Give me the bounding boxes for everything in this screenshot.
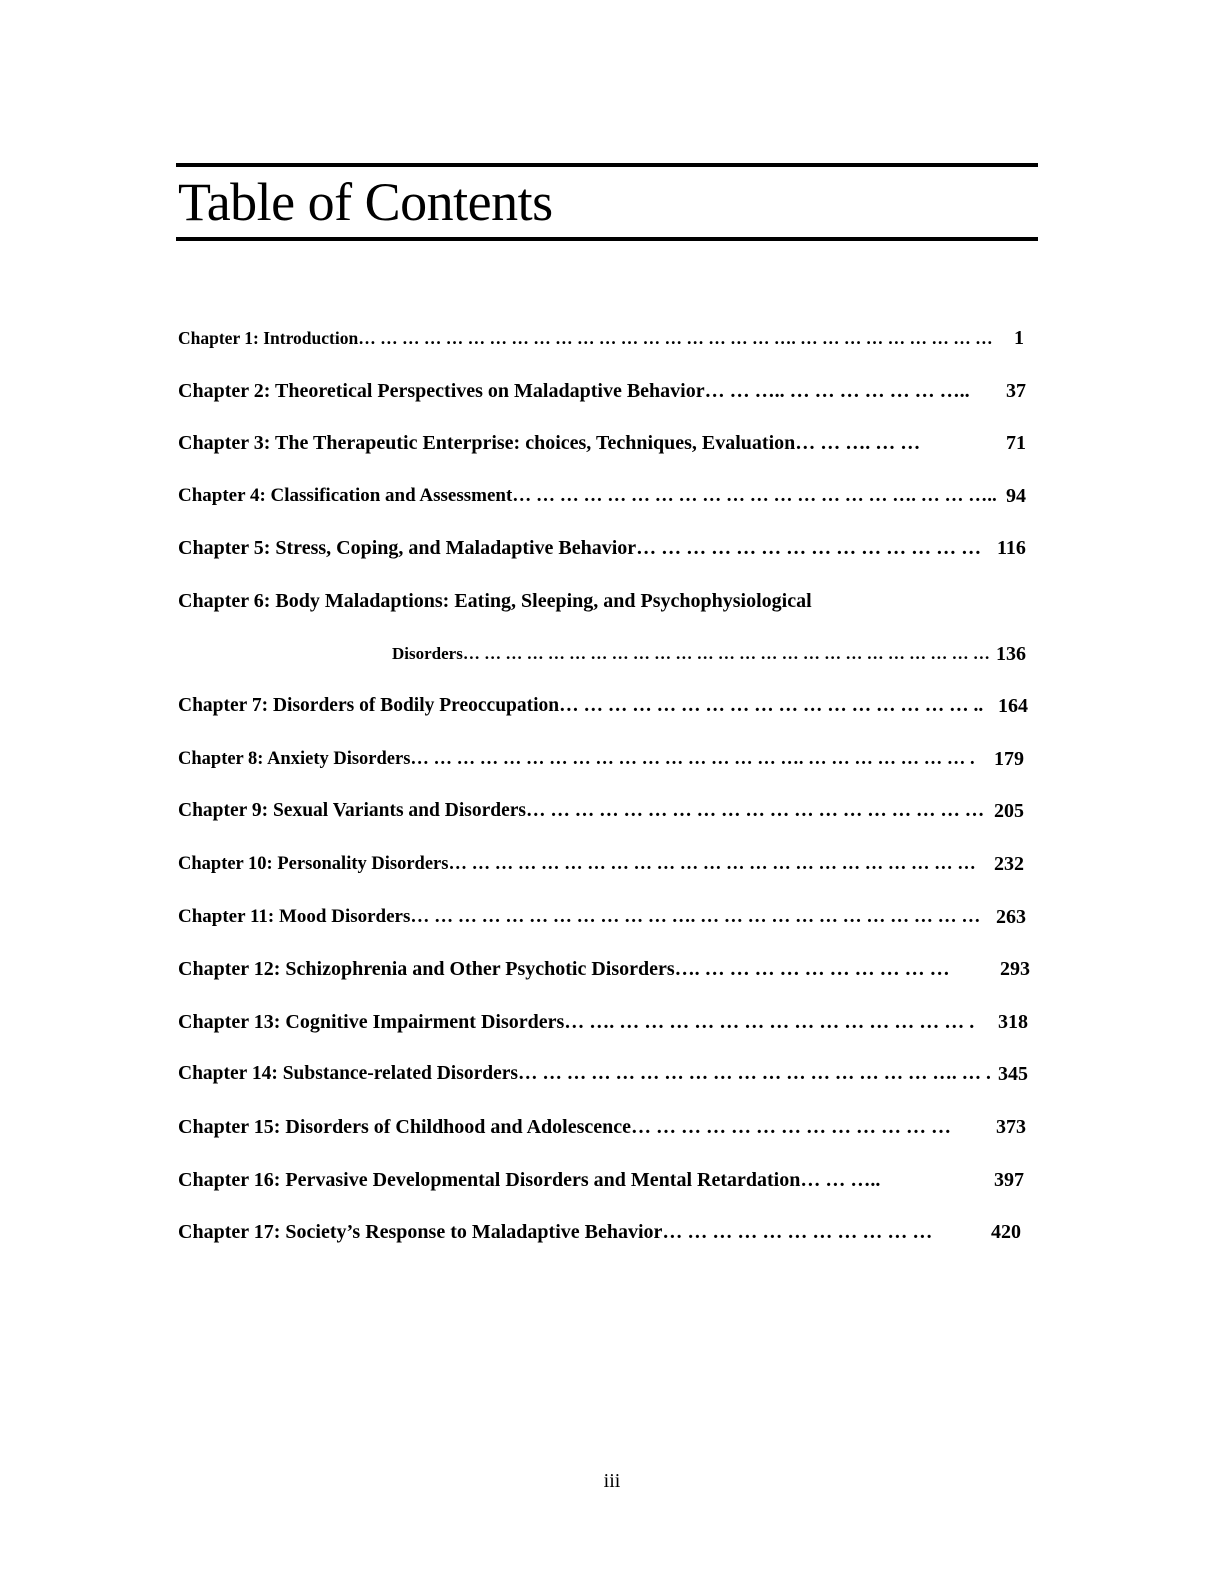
toc-entry-page: 293	[1000, 958, 1030, 981]
toc-entry-ch6	[178, 583, 1030, 636]
toc-entry-title: Disorders… … … … … … … … … … … … … … … … … … … … … … … … …	[392, 643, 990, 663]
title-block	[176, 163, 1038, 241]
toc-entry-page: 318	[998, 1010, 1028, 1033]
toc-entry-ch7	[178, 688, 1030, 741]
toc-entry-ch1	[178, 320, 1030, 373]
toc-entry-title: Chapter 6: Body Maladaptions: Eating, Sleeping, and Psychophysiological	[178, 589, 812, 612]
toc-entry-page: 116	[997, 537, 1026, 560]
toc-entry-title: Chapter 1: Introduction… … … … … … … … … … … … … … … … … … … …. … … … … … … … … …	[178, 328, 993, 348]
page-number: iii	[603, 1470, 621, 1492]
toc-entry-page: 205	[994, 800, 1024, 823]
toc-entry-ch6-cont	[178, 636, 1030, 689]
toc-entry-title: Chapter 11: Mood Disorders… … … … … … … … … … … …. … … … … … … … … … … … …	[178, 905, 981, 927]
toc-entry-title: Chapter 13: Cognitive Impairment Disorders… …. … … … … … … … … … … … … … … .	[178, 1010, 975, 1033]
toc-entry-page: 397	[994, 1168, 1024, 1191]
toc-entry-ch15	[178, 1109, 1030, 1162]
toc-entry-ch10	[178, 846, 1030, 899]
toc-entry-page: 1	[1014, 327, 1024, 349]
toc-entry-page: 164	[998, 695, 1028, 718]
toc-entry-title: Chapter 4: Classification and Assessment… … … … … … … … … … … … … … … … …. … … …..	[178, 484, 997, 506]
table-of-contents	[178, 320, 1030, 1267]
toc-entry-title: Chapter 14: Substance-related Disorders… … … … … … … … … … … … … … … … … …. … .	[178, 1063, 991, 1085]
toc-entry-page: 263	[996, 905, 1026, 928]
title-rule-bottom	[176, 237, 1038, 241]
toc-entry-title: Chapter 2: Theoretical Perspectives on Maladaptive Behavior… … ….. … … … … … … …..	[178, 379, 970, 402]
toc-entry-title: Chapter 17: Society’s Response to Maladaptive Behavior… … … … … … … … … … …	[178, 1221, 933, 1244]
toc-entry-page: 420	[991, 1221, 1021, 1244]
toc-entry-ch17	[178, 1214, 1030, 1267]
toc-entry-title: Chapter 8: Anxiety Disorders… … … … … … … … … … … … … … … … …. … … … … … … … .	[178, 748, 975, 769]
toc-entry-title: Chapter 10: Personality Disorders… … … … … … … … … … … … … … … … … … … … … … …	[178, 853, 976, 874]
toc-entry-page: 37	[1006, 379, 1026, 402]
toc-entry-ch14	[178, 1056, 1030, 1109]
toc-entry-ch11	[178, 899, 1030, 952]
toc-entry-ch5	[178, 530, 1030, 583]
toc-entry-ch16	[178, 1162, 1030, 1215]
toc-entry-page: 94	[1006, 484, 1026, 507]
toc-entry-page: 373	[996, 1115, 1026, 1138]
toc-entry-ch3	[178, 425, 1030, 478]
toc-entry-ch2	[178, 373, 1030, 426]
toc-entry-page: 232	[994, 852, 1024, 875]
toc-entry-title: Chapter 15: Disorders of Childhood and Adolescence… … … … … … … … … … … … …	[178, 1115, 951, 1138]
page-title: Table of Contents	[178, 172, 553, 232]
toc-entry-ch8	[178, 741, 1030, 794]
toc-entry-ch9	[178, 793, 1030, 846]
toc-entry-ch13	[178, 1004, 1030, 1057]
toc-entry-title: Chapter 5: Stress, Coping, and Maladaptive Behavior… … … … … … … … … … … … … …	[178, 537, 982, 560]
toc-entry-title: Chapter 3: The Therapeutic Enterprise: choices, Techniques, Evaluation… … …. … …	[178, 432, 921, 455]
toc-entry-title: Chapter 7: Disorders of Bodily Preoccupation… … … … … … … … … … … … … … … … … ..	[178, 695, 984, 717]
toc-entry-page: 136	[996, 642, 1026, 665]
toc-entry-title: Chapter 9: Sexual Variants and Disorders… … … … … … … … … … … … … … … … … … …	[178, 800, 985, 822]
toc-entry-ch12	[178, 951, 1030, 1004]
toc-entry-page: 345	[998, 1063, 1028, 1086]
toc-entry-page: 71	[1006, 432, 1026, 455]
toc-entry-page: 179	[994, 747, 1024, 770]
toc-entry-title: Chapter 16: Pervasive Developmental Disorders and Mental Retardation… … …..	[178, 1168, 881, 1191]
toc-entry-ch4	[178, 478, 1030, 531]
toc-entry-title: Chapter 12: Schizophrenia and Other Psychotic Disorders…. … … … … … … … … … …	[178, 958, 950, 981]
